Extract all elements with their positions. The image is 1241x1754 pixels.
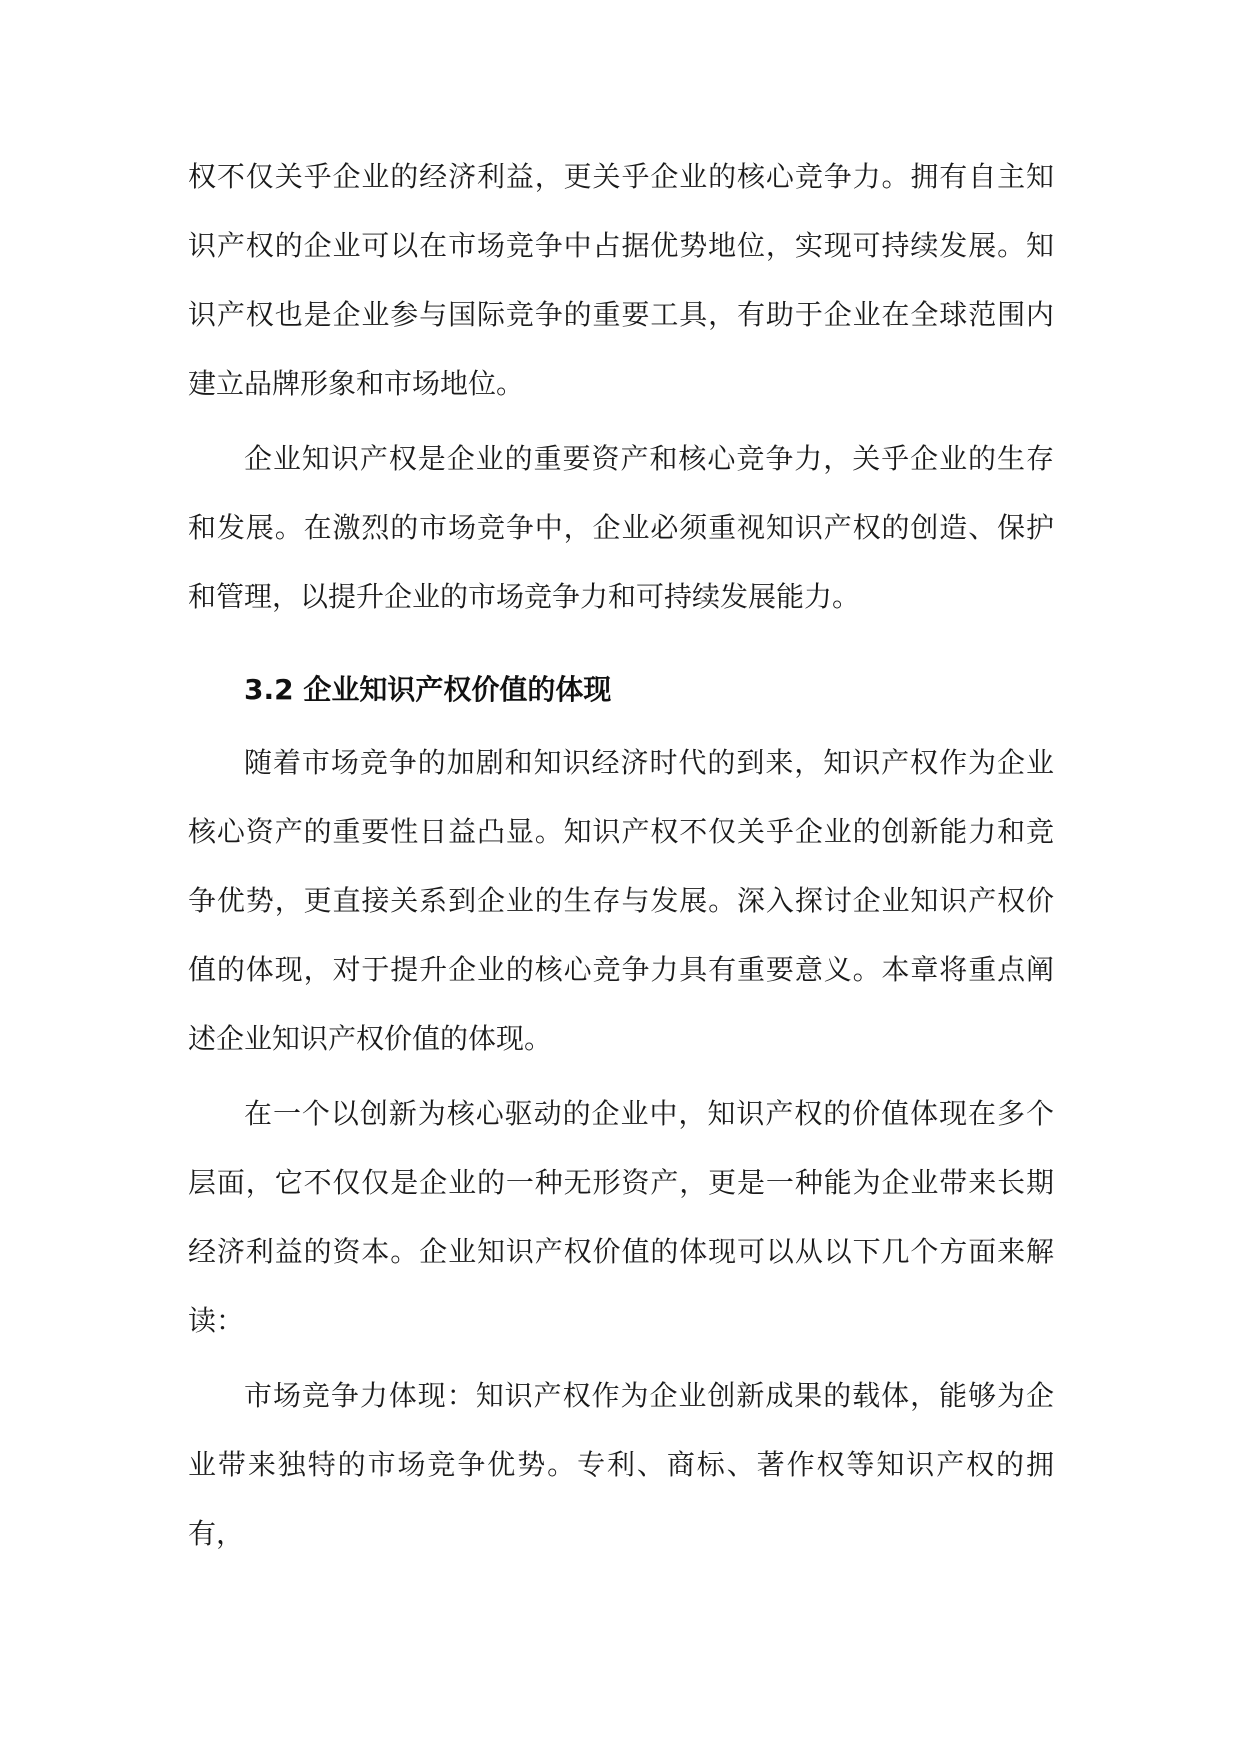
paragraph-summary: 企业知识产权是企业的重要资产和核心竞争力，关乎企业的生存和发展。在激烈的市场竞争中，企业必须重视知识产权的创造、保护和管理，以提升企业的市场竞争力和可持续发展能力。	[188, 442, 1054, 613]
paragraph-intro: 随着市场竞争的加剧和知识经济时代的到来，知识产权作为企业核心资产的重要性日益凸显。知识产权不仅关乎企业的创新能力和竞争优势，更直接关系到企业的生存与发展。深入探讨企业知识产权价值的体现，对于提升企业的核心竞争力具有重要意义。本章将重点阐述企业知识产权价值的体现。	[188, 746, 1054, 1055]
paragraph-continuation: 权不仅关乎企业的经济利益，更关乎企业的核心竞争力。拥有自主知识产权的企业可以在市场竞争中占据优势地位，实现可持续发展。知识产权也是企业参与国际竞争的重要工具，有助于企业在全球范围内建立品牌形象和市场地位。	[188, 160, 1054, 400]
paragraph-market-competitiveness: 市场竞争力体现：知识产权作为企业创新成果的载体，能够为企业带来独特的市场竞争优势。专利、商标、著作权等知识产权的拥有，	[188, 1379, 1054, 1550]
document-body	[188, 142, 1054, 1574]
paragraph-value-levels: 在一个以创新为核心驱动的企业中，知识产权的价值体现在多个层面，它不仅仅是企业的一种无形资产，更是一种能为企业带来长期经济利益的资本。企业知识产权价值的体现可以从以下几个方面来解读：	[188, 1097, 1054, 1337]
section-heading: 3.2 企业知识产权价值的体现	[244, 673, 612, 706]
